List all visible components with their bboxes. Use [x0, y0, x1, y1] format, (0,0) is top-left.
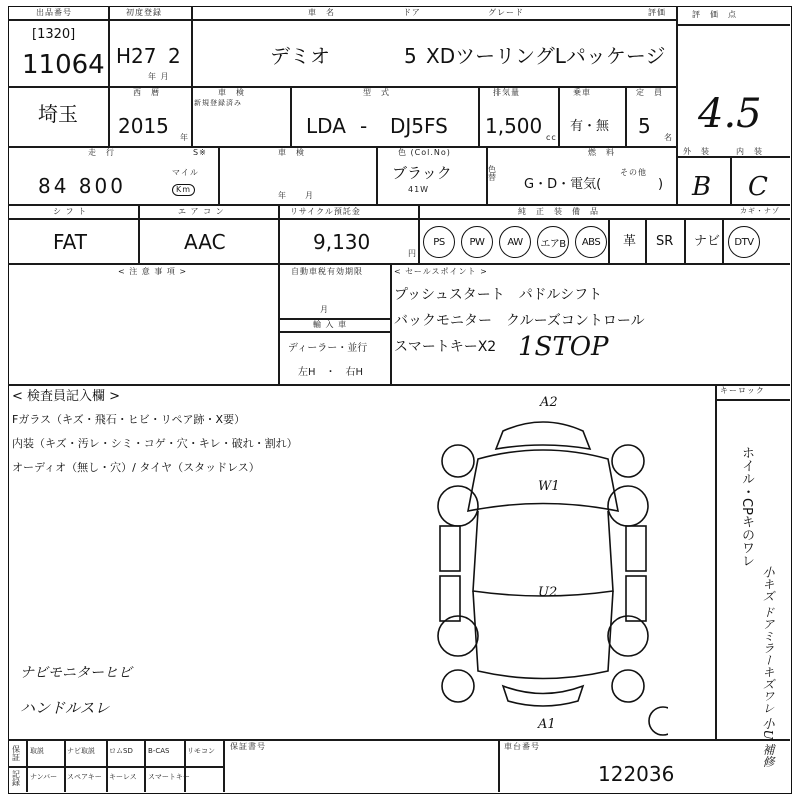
rule — [676, 156, 790, 158]
equip-abs: ABS — [575, 226, 607, 258]
rule — [608, 218, 610, 263]
km-unit: Km — [172, 184, 195, 196]
footer-label: スペアキー — [67, 773, 102, 781]
capacity: 5 — [638, 114, 651, 138]
fuel: G・D・電気( — [524, 177, 602, 192]
inspect-label: 車 検 — [218, 88, 245, 97]
footer-label: 取説 — [30, 747, 44, 755]
cap-label: 定 員 — [636, 88, 663, 97]
expiry-sub: 月 — [320, 305, 329, 314]
lot-code: [1320] — [32, 27, 76, 42]
disp: 1,500 — [485, 114, 543, 138]
trunk-shape — [473, 591, 613, 679]
equip-leather: 革 — [623, 234, 637, 249]
rule — [108, 6, 110, 146]
rule — [8, 218, 790, 220]
rule — [625, 86, 627, 146]
history-label: 乗車 — [573, 88, 591, 97]
rule — [223, 739, 225, 792]
rule — [684, 218, 686, 263]
caution-label: < 注 意 事 項 > — [118, 267, 188, 276]
doors: 5 — [404, 44, 417, 68]
color-label: 色 (Col.No) — [398, 148, 451, 157]
s-label: S※ — [193, 148, 207, 157]
shift: FAT — [53, 230, 88, 254]
score-label: 評 価 点 — [692, 10, 737, 19]
drive: 左H ・ 右H — [298, 367, 364, 378]
car-diagram — [418, 401, 668, 736]
dash: - — [360, 114, 368, 138]
rule — [218, 146, 220, 204]
equip-ps: PS — [423, 226, 455, 258]
book-label: 保証書号 — [230, 742, 266, 751]
rule — [715, 399, 790, 401]
equip-note: カギ・ナゾ — [740, 207, 780, 215]
door-shape — [626, 526, 646, 571]
door-label: ドア — [403, 8, 421, 17]
mark-hood: W1 — [538, 479, 560, 494]
fuel-other: その他 — [620, 168, 647, 177]
mileage-label: 走 行 — [88, 148, 115, 157]
frame-number: 122036 — [598, 762, 675, 786]
disp-label: 排気量 — [493, 88, 520, 97]
ext-label: 外 装 — [683, 147, 710, 156]
import-label: 輸 入 車 — [313, 320, 348, 329]
rule — [144, 739, 146, 792]
history: 有・無 — [570, 119, 610, 134]
rule — [8, 263, 790, 265]
footer-label: キーレス — [109, 773, 137, 781]
cap-unit: 名 — [664, 133, 673, 142]
rule — [558, 86, 560, 146]
door-shape — [626, 576, 646, 621]
rule — [8, 204, 790, 206]
score-small-label: 評価 — [648, 8, 666, 17]
front-bumper-shape — [496, 422, 590, 449]
footer-left-tag: 保証 — [12, 745, 20, 762]
wheel-shape — [612, 445, 644, 477]
ac-label: エ ア コ ン — [178, 207, 225, 216]
rule — [730, 156, 732, 204]
footer-label: B-CAS — [148, 747, 170, 755]
ext: B — [692, 172, 712, 202]
footer-label: ナンバー — [30, 773, 58, 781]
name-label: 車 名 — [308, 8, 335, 17]
inspector-handwritten: ハンドルスレ — [20, 699, 110, 717]
year-unit: 年 — [180, 133, 189, 142]
wheel-shape — [438, 616, 478, 656]
inspector-handwritten: ナビモニターヒビ — [20, 665, 132, 681]
equip-pw: PW — [461, 226, 493, 258]
side-vertical: 小キズ ドアミラーキズワレ 小U 補修 — [761, 566, 775, 768]
lot-label: 出品番号 — [36, 8, 72, 17]
wheel-shape — [442, 445, 474, 477]
mark-roof: U2 — [538, 585, 558, 600]
rule — [184, 739, 186, 792]
frame-label: 車台番号 — [504, 742, 540, 751]
rule — [676, 24, 790, 26]
sales-label: < セールスポイント > — [394, 267, 488, 276]
recycle-unit: 円 — [408, 249, 417, 258]
rear-bumper-shape — [503, 686, 583, 706]
rule — [676, 6, 678, 204]
rule — [498, 739, 500, 792]
color-code: 41W — [408, 185, 430, 194]
reg-era: H27 — [116, 44, 157, 68]
rule — [26, 739, 28, 792]
spare-shape — [649, 707, 668, 735]
equip-airbag: エアB — [537, 226, 569, 258]
score: 4.5 — [698, 91, 762, 137]
mark-front: A2 — [540, 395, 558, 410]
sales-point: スマートキーX2 — [394, 339, 497, 355]
equip-label: 純 正 装 備 品 — [518, 207, 599, 216]
door-shape — [440, 576, 460, 621]
rule — [191, 6, 193, 146]
wheel-shape — [442, 670, 474, 702]
inspector-title: < 検査員記入欄 > — [12, 389, 121, 404]
expiry-label: 自動車税有効期限 — [291, 267, 363, 276]
ac: AAC — [184, 230, 226, 254]
rule — [722, 218, 724, 263]
inspector-line: Fガラス（キズ・飛石・ヒビ・リペア跡・X要） — [12, 413, 246, 426]
model: DJ5FS — [390, 114, 448, 138]
car-name: デミオ — [270, 44, 330, 68]
wheel-shape — [438, 486, 478, 526]
rule — [645, 218, 647, 263]
repaint-label: 色替 — [488, 165, 497, 182]
wheel-shape — [608, 486, 648, 526]
footer-label: スマートキー — [148, 773, 190, 781]
grade: XDツーリングLパッケージ — [426, 44, 666, 68]
shift-label: シ フ ト — [53, 207, 88, 216]
rule — [290, 86, 292, 146]
sales-handwritten: 1STOP — [518, 332, 609, 362]
rule — [390, 263, 392, 384]
grade-label: グレード — [488, 8, 524, 17]
year: 2015 — [118, 114, 169, 138]
rule — [418, 204, 420, 263]
reg-sub: 年 月 — [148, 72, 170, 81]
disp-unit: cc — [546, 133, 557, 142]
mark-rear: A1 — [538, 717, 556, 732]
reg-month: 2 — [168, 44, 181, 68]
inspector-line: 内装（キズ・汚レ・シミ・コゲ・穴・キレ・破れ・割れ） — [12, 437, 298, 450]
equip-sunroof: SR — [656, 234, 674, 249]
rule — [8, 739, 790, 741]
year-label: 西 暦 — [133, 88, 160, 97]
type-prefix: LDA — [306, 114, 346, 138]
import-opts: ディーラー・並行 — [288, 343, 368, 354]
mile-unit: マイル — [172, 168, 199, 177]
equip-navi: ナビ — [694, 234, 721, 249]
rule — [478, 86, 480, 146]
side-vertical: ホイル・CPキのワレ — [739, 446, 754, 567]
recycle-label: リサイクル預託金 — [290, 207, 361, 216]
rule — [106, 739, 108, 792]
rule — [278, 204, 280, 384]
fuel-close: ) — [658, 177, 664, 192]
auction-sheet — [8, 6, 794, 796]
sales-point: バックモニター クルーズコントロール — [394, 313, 645, 329]
reg-label: 初度登録 — [126, 8, 162, 17]
plate-sub: 年 月 — [278, 191, 314, 200]
int-label: 内 装 — [736, 147, 763, 156]
fuel-label: 燃 料 — [588, 148, 615, 157]
wheel-shape — [612, 670, 644, 702]
footer-label: ロムSD — [109, 747, 133, 755]
plate-label: 車 検 — [278, 148, 305, 157]
keylock-label: キーロック — [720, 386, 765, 395]
mileage: 84 800 — [38, 174, 126, 198]
type-label: 型 式 — [363, 88, 390, 97]
color: ブラック — [392, 164, 452, 182]
rule — [8, 384, 790, 386]
lot-number: 11064 — [22, 50, 105, 80]
rule — [376, 146, 378, 204]
equip-aw: AW — [499, 226, 531, 258]
equip-dtv: DTV — [728, 226, 760, 258]
footer-label: ナビ取説 — [67, 747, 95, 755]
footer-label: リモコン — [187, 747, 215, 755]
rule — [64, 739, 66, 792]
inspect-note: 新規登録済み — [194, 99, 242, 107]
sales-point: プッシュスタート パドルシフト — [394, 287, 603, 303]
rule — [138, 204, 140, 263]
rule — [715, 384, 717, 739]
rule — [8, 766, 223, 768]
door-shape — [440, 526, 460, 571]
rule — [278, 331, 390, 333]
inspector-line: オーディオ（無し・穴）/ タイヤ（スタッドレス） — [12, 461, 260, 474]
recycle: 9,130 — [313, 230, 371, 254]
region: 埼玉 — [38, 102, 78, 126]
cabin-shape — [473, 511, 613, 596]
int: C — [748, 172, 768, 202]
wheel-shape — [608, 616, 648, 656]
footer-bottom-tag: 記録 — [12, 770, 20, 787]
